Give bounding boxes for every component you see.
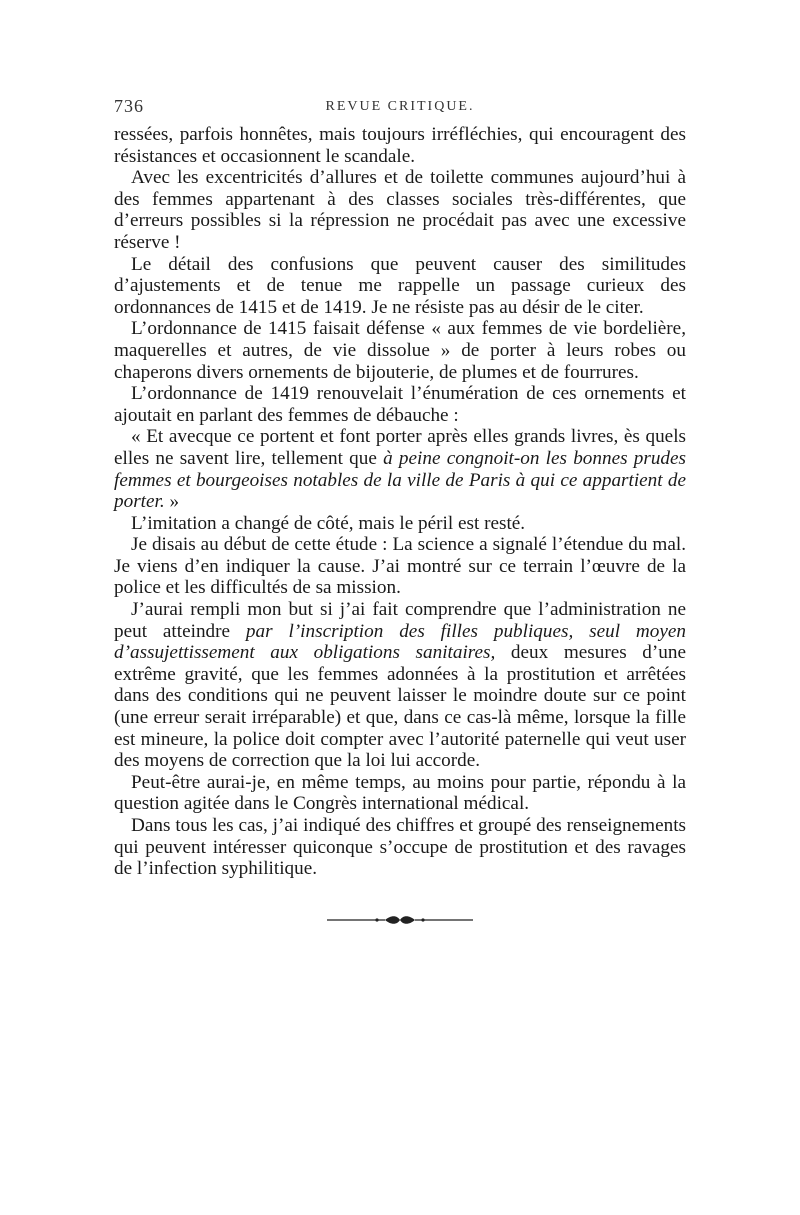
body-text (114, 124, 686, 880)
page-number: 736 (114, 96, 144, 116)
italic-text: par l’inscription des filles publiques, seul moyen d’assujettissement aux obligations sanitaires, (114, 620, 686, 664)
paragraph (114, 383, 686, 426)
document-page (114, 96, 686, 926)
page-header (114, 96, 686, 124)
paragraph-text: L’imitation a changé de côté, mais le péril est resté. (131, 512, 526, 534)
paragraph (114, 426, 686, 512)
paragraph-text: Avec les excentricités d’allures et de toilette communes aujourd’hui à des femmes appartenant à des classes sociales très-différentes, que d’erreurs possibles si la répression ne procédait pas avec une excessive réserve ! (114, 167, 686, 253)
paragraph-text: L’ordonnance de 1419 renouvelait l’énumération de ces ornements et ajoutait en parlant des femmes de débauche : (114, 383, 686, 426)
paragraph-text: L’ordonnance de 1415 faisait défense « aux femmes de vie bordelière, maquerelles et autres, de vie dissolue » de porter à leurs robes ou chaperons divers ornements de bijouterie, de plumes et de fourrures. (114, 318, 686, 383)
paragraph (114, 815, 686, 880)
paragraph-text: deux mesures d’une extrême gravité, que les femmes adonnées à la prostitution et arrêtées dans des conditions qui ne peuvent laisser le moindre doute sur ce point (une erreur serait irréparable) et que, dans ce cas-là même, lorsque la fille est mineure, la police doit compter avec l’autorité paternelle qui veut user des moyens de correction que la loi lui accorde. (114, 642, 686, 772)
paragraph-text: Je disais au début de cette étude : La science a signalé l’étendue du mal. Je viens d’en indiquer la cause. J’ai montré sur ce terrain l’œuvre de la police et les difficultés de sa mission. (114, 534, 686, 599)
paragraph-text: J’aurai rempli mon but si j’ai fait comprendre que l’administration ne peut atteindre (114, 599, 686, 642)
italic-text: à peine congnoit-on les bonnes prudes femmes et bourgeoises notables de la ville de Paris à qui ce appartient de porter. (114, 447, 687, 513)
tailpiece-ornament-icon (325, 914, 475, 926)
paragraph (114, 772, 686, 815)
paragraph-text: « Et avecque ce portent et font porter après elles grands livres, ès quels elles ne savent lire, tellement que (114, 426, 686, 469)
paragraph-text: Le détail des confusions que peuvent causer des similitudes d’ajustements et de tenue me rappelle un passage curieux des ordonnances de 1415 et de 1419. Je ne résiste pas au désir de le citer. (114, 253, 686, 318)
paragraph-text: Dans tous les cas, j’ai indiqué des chiffres et groupé des renseignements qui peuvent intéresser quiconque s’occupe de prostitution et des ravages de l’infection syphilitique. (114, 815, 686, 880)
paragraph (114, 318, 686, 383)
paragraph-text: » (164, 491, 180, 513)
paragraph (114, 167, 686, 253)
paragraph (114, 124, 686, 167)
paragraph-text: Peut-être aurai-je, en même temps, au moins pour partie, répondu à la question agitée dans le Congrès international médical. (114, 771, 686, 815)
paragraph (114, 599, 686, 772)
running-head: REVUE CRITIQUE. (325, 99, 475, 114)
paragraph-text: ressées, parfois honnêtes, mais toujours irréfléchies, qui encouragent des résistances et occasionnent le scandale. (114, 124, 686, 167)
paragraph (114, 513, 686, 535)
paragraph (114, 254, 686, 319)
paragraph (114, 534, 686, 599)
